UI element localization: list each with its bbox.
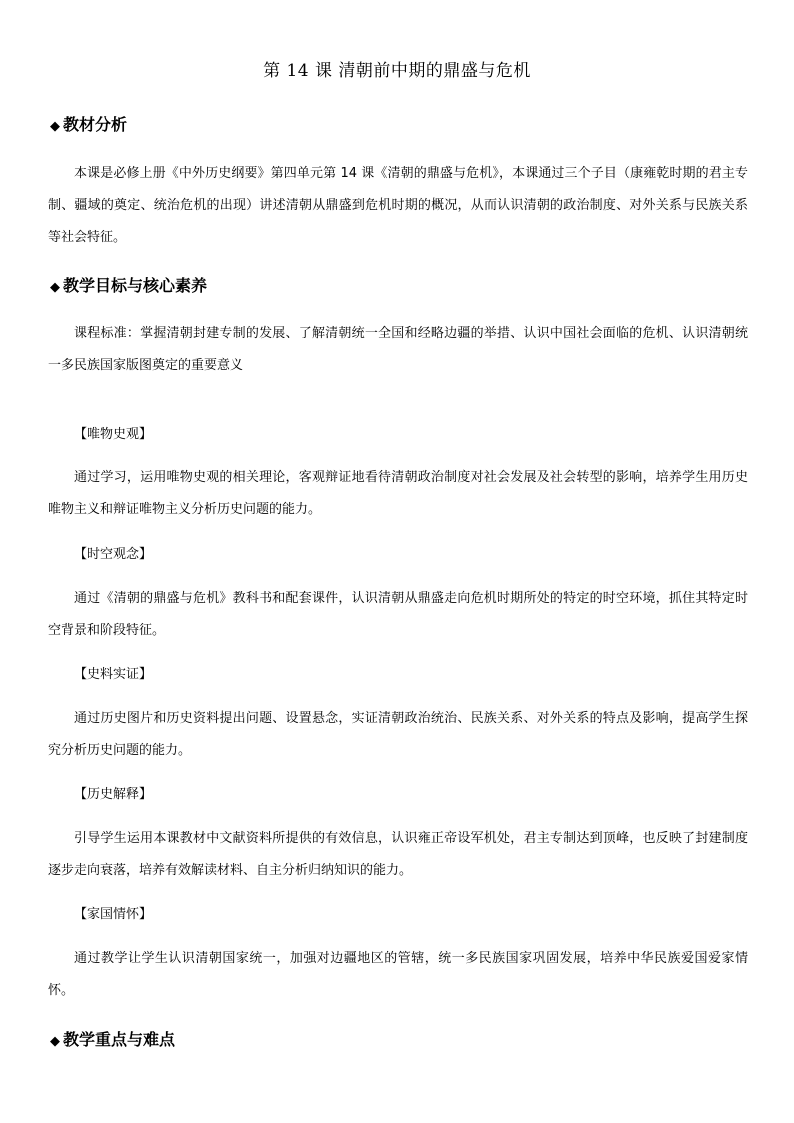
analysis-paragraph: 本课是必修上册《中外历史纲要》第四单元第 14 课《清朝的鼎盛与危机》，本课通过三个子目（康雍乾时期的君主专制、疆域的奠定、统治危机的出现）讲述清朝从鼎盛到危机时期的概况，从而认识清朝的政治制度、对外关系与民族关系等社会特征。 — [48, 166, 748, 245]
diamond-bullet-icon: ◆ — [50, 119, 60, 134]
goal-label-historical-materialism: 【唯物史观】 — [74, 427, 153, 442]
goal-text-space-time: 通过《清朝的鼎盛与危机》教科书和配套课件，认识清朝从鼎盛走向危机时期所处的特定的时空环境，抓住其特定时空背景和阶段特征。 — [48, 591, 748, 638]
goal-label-interpretation: 【历史解释】 — [74, 787, 153, 802]
goal-label-evidence: 【史料实证】 — [74, 667, 153, 682]
section-heading-label: 教材分析 — [63, 115, 128, 134]
goal-label-space-time: 【时空观念】 — [74, 547, 153, 562]
diamond-bullet-icon: ◆ — [50, 280, 60, 295]
section-heading-label: 教学目标与核心素养 — [63, 276, 208, 295]
curriculum-standard-paragraph: 课程标准：掌握清朝封建专制的发展、了解清朝统一全国和经略边疆的举措、认识中国社会面临的危机、认识清朝统一多民族国家版图奠定的重要意义 — [48, 326, 748, 373]
page-title: 第 14 课 清朝前中期的鼎盛与危机 — [263, 61, 531, 81]
diamond-bullet-icon: ◆ — [50, 1034, 60, 1049]
goal-text-evidence: 通过历史图片和历史资料提出问题、设置悬念，实证清朝政治统治、民族关系、对外关系的特点及影响，提高学生探究分析历史问题的能力。 — [48, 711, 748, 758]
goal-label-patriotism: 【家国情怀】 — [74, 907, 153, 922]
section-heading-goals — [50, 275, 207, 299]
goal-text-interpretation: 引导学生运用本课教材中文献资料所提供的有效信息，认识雍正帝设军机处，君主专制达到顶峰，也反映了封建制度逐步走向衰落，培养有效解读材料、自主分析归纳知识的能力。 — [48, 831, 748, 878]
goal-text-patriotism: 通过教学让学生认识清朝国家统一，加强对边疆地区的管辖，统一多民族国家巩固发展，培养中华民族爱国爱家情怀。 — [48, 951, 748, 998]
section-heading-keypoints — [50, 1029, 175, 1053]
goal-text-historical-materialism: 通过学习，运用唯物史观的相关理论，客观辩证地看待清朝政治制度对社会发展及社会转型的影响，培养学生用历史唯物主义和辩证唯物主义分析历史问题的能力。 — [48, 470, 748, 517]
section-heading-label: 教学重点与难点 — [63, 1030, 176, 1049]
section-heading-analysis — [50, 114, 127, 138]
